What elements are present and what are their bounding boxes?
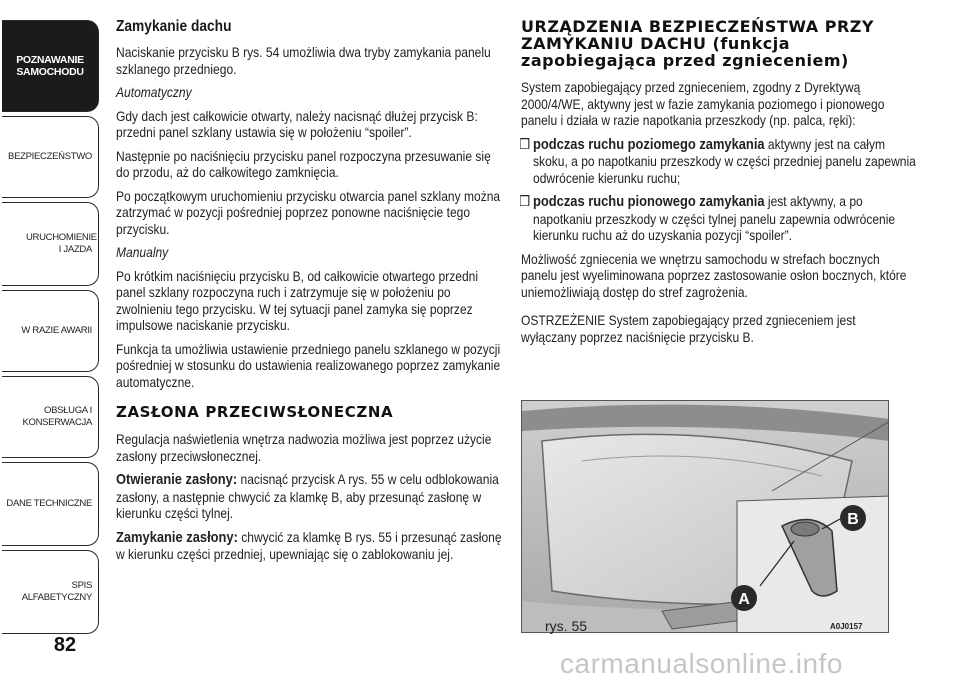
tab-obsluga-i-konserwacja[interactable] (2, 376, 99, 458)
roof-intro-paragraph: Naciskanie przycisku B rys. 54 umożliwia dwa tryby zamykania panelu szklanego przedniego. (116, 44, 491, 77)
watermark-text: carmanualsonline.info (560, 648, 843, 679)
opening-lead: Otwieranie zasłony: (116, 471, 238, 488)
sunshade-opening-paragraph (116, 471, 503, 522)
automatic-paragraph-1: Gdy dach jest całkowicie otwarty, należy nacisnąć dłużej przycisk B: przedni panel szklany ustawia się w położeniu “spoiler”. (116, 107, 478, 140)
roof-closing-heading: Zamykanie dachu (116, 18, 232, 35)
label-a-text: A (738, 591, 750, 608)
manual-paragraph-2: Funkcja ta umożliwia ustawienie przedniego panelu szklanego w pozycji pośredniej w stosunku do ustawienia realizowanego poprzez zamykanie automatyczne. (116, 340, 501, 390)
tab-dane-techniczne[interactable] (2, 462, 99, 546)
closing-text: chwycić za klamkę B rys. 55 i przesunąć zasłonę w kierunku części przedniej, upewniając się o zablokowaniu jej. (116, 528, 502, 562)
left-column (116, 18, 504, 570)
warning-paragraph: OSTRZEŻENIE System zapobiegający przed zgnieceniem jest wyłączany poprzez naciśnięcie przycisku B. (521, 312, 856, 345)
tab-uruchomienie-i-jazda[interactable] (2, 202, 99, 286)
tab-label: URUCHOMIENIE I JAZDA (26, 232, 97, 255)
tab-label: DANE TECHNICZNE (6, 498, 92, 509)
figure-caption: rys. 55 (545, 618, 588, 634)
closing-lead: Zamykanie zasłony: (116, 528, 238, 546)
tab-w-razie-awarii[interactable] (2, 290, 99, 372)
figure-sunshade-illustration (521, 400, 889, 633)
tab-spis-alfabetyczny[interactable] (2, 550, 99, 634)
manual-paragraph-1: Po krótkim naciśnięciu przycisku B, od całkowicie otwartego przedni panel szklany rozpoczyna ruch i zatrzymuje się w położeniu po zwolnieniu tego przycisku. W tej sytuacji panel zamyka się poprzez impulsowe naciskanie przycisku. (116, 267, 479, 333)
right-column (519, 17, 916, 352)
opening-text: nacisnąć przycisk A rys. 55 w celu odblokowania zasłony, a następnie chwycić za klamkę B, aby przesunąć zasłonę w kierunku części tylnej. (116, 471, 499, 521)
sunshade-intro-paragraph: Regulacja naświetlenia wnętrza nadwozia możliwa jest poprzez użycie zasłony przeciwsłonecznej. (116, 431, 492, 464)
tab-bezpieczenstwo[interactable] (2, 116, 99, 198)
bullet-1-lead: podczas ruchu poziomego zamykania (533, 135, 765, 153)
automatic-mode-label: Automatyczny (116, 84, 192, 100)
figure-code: A0J0157 (830, 622, 863, 631)
manual-mode-label: Manualny (116, 244, 169, 260)
tab-label: SPIS ALFABETYCZNY (21, 580, 92, 603)
sunshade-closing-paragraph (116, 529, 503, 563)
tab-label: OBSŁUGA I KONSERWACJA (22, 405, 92, 428)
checkbox-bullet-icon: ❒ (519, 193, 531, 209)
sunshade-illustration (522, 401, 889, 633)
chapter-sidebar (0, 0, 104, 686)
bullet-vertical-closing (521, 193, 922, 244)
automatic-paragraph-2: Następnie po naciśnięciu przycisku panel rozpoczyna przesuwanie się do przodu, aż do całkowitego zamknięcia. (116, 147, 491, 180)
bullet-2-lead: podczas ruchu pionowego zamykania (533, 193, 765, 210)
tab-label: W RAZIE AWARII (21, 325, 92, 336)
page-number: 82 (53, 634, 77, 656)
automatic-paragraph-3: Po początkowym uruchomieniu przycisku otwarcia panel szklany można zatrzymać w pozycji pośredniej poprzez ponowne naciśnięcie tego przycisku. (116, 187, 501, 237)
checkbox-bullet-icon: ❒ (519, 135, 531, 152)
bullet-horizontal-closing (521, 136, 922, 187)
tab-label: BEZPIECZEŃSTWO (8, 151, 92, 162)
tab-poznawanie-samochodu[interactable] (2, 20, 99, 112)
side-protection-paragraph: Możliwość zgniecenia we wnętrzu samochodu w strefach bocznych panelu jest wyeliminowana poprzez zastosowanie osłon bocznych, które uniemożliwiają dostęp do stref zagrożenia. (521, 250, 907, 300)
bullet-2-text: jest aktywny, a po napotkaniu przeszkody w części tylnej panelu zapewnia odwrócenie kierunku ruchu aż do uzyskania pozycji “spoiler”. (533, 193, 896, 243)
tab-label: POZNAWANIE SAMOCHODU (16, 54, 84, 78)
anti-pinch-heading: URZĄDZENIA BEZPIECZEŃSTWA PRZY ZAMYKANIU DACHU (funkcja zapobiegająca przed zgnieceniem) (521, 17, 874, 70)
sunshade-heading: ZASŁONA PRZECIWSŁONECZNA (116, 403, 394, 421)
bullet-1-text: aktywny jest na całym skoku, a po napotkaniu przeszkody w części przedniej panelu zapewnia odwrócenie kierunku ruchu; (533, 135, 916, 186)
anti-pinch-intro: System zapobiegający przed zgnieceniem, zgodny z Dyrektywą 2000/4/WE, aktywny jest w fazie zamykania poziomego i pionowego panelu i działa w razie napotkania przeszkody (np. palca, ręki): (521, 79, 885, 128)
label-b-text: B (847, 511, 859, 528)
